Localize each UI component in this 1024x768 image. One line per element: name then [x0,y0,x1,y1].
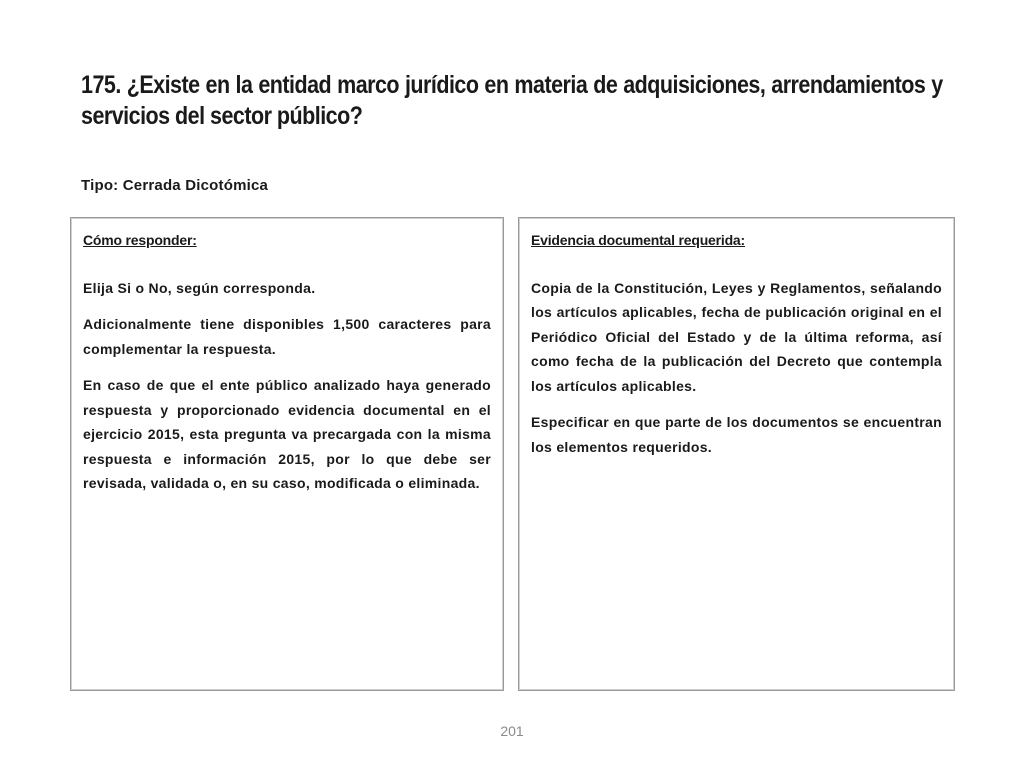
question-title: 175. ¿Existe en la entidad marco jurídico en materia de adquisiciones, arrendamientos y servicios del sector público? [81,71,943,130]
instruction-paragraph: Elija Si o No, según corresponda. [83,279,316,296]
question-type: Tipo: Cerrada Dicotómica [81,177,269,194]
page-number: 201 [500,723,524,739]
required-evidence-heading: Evidencia documental requerida: [531,232,745,248]
required-evidence-panel [518,217,955,691]
evidence-paragraph: Copia de la Constitución, Leyes y Reglamentos, señalando los artículos aplicables, fecha de publicación original en el Periódico Oficial del Estado y de la última reforma, así como fecha de la publicación del Decreto que contempla los artículos aplicables. [531,279,942,394]
instruction-paragraph: En caso de que el ente público analizado haya generado respuesta y proporcionado evidencia documental en el ejercicio 2015, esta pregunta va precargada con la misma respuesta e información 2015, por lo que debe ser revisada, validada o, en su caso, modificada o eliminada. [83,377,491,491]
how-to-answer-heading: Cómo responder: [83,232,197,248]
evidence-paragraph: Especificar en que parte de los documentos se encuentran los elementos requeridos. [531,414,942,455]
instruction-paragraph: Adicionalmente tiene disponibles 1,500 caracteres para complementar la respuesta. [83,316,491,357]
how-to-answer-panel [70,217,504,691]
